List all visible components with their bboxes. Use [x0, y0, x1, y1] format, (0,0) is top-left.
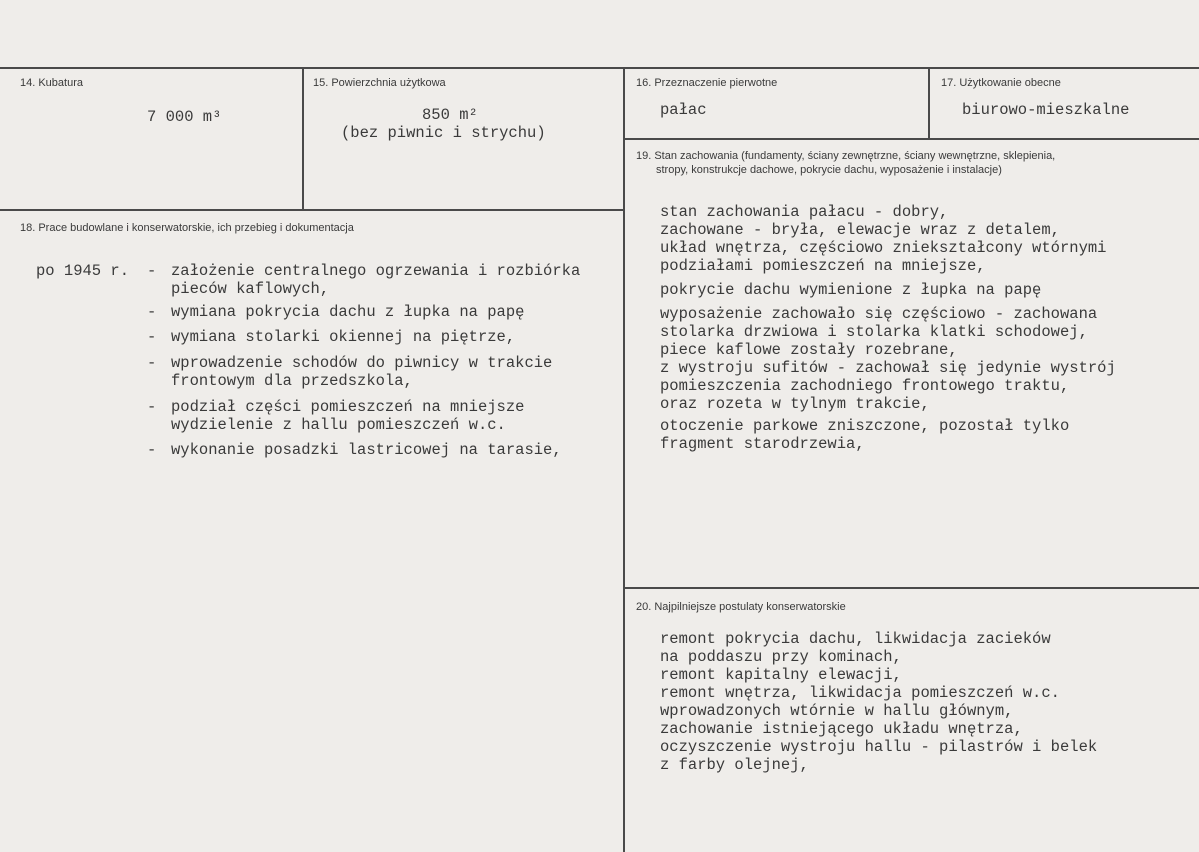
- powierzchnia-label: 15. Powierzchnia użytkowa: [313, 77, 446, 89]
- text-line: oraz rozeta w tylnym trakcie,: [660, 395, 930, 413]
- stan-paragraph: [660, 305, 1116, 413]
- powierzchnia-note: (bez piwnic i strychu): [341, 124, 546, 142]
- top-border: [0, 67, 1199, 69]
- item-line: wykonanie posadzki lastricowej na tarasie,: [171, 441, 562, 459]
- text-line: piece kaflowe zostały rozebrane,: [660, 341, 958, 359]
- section20-top-border: [624, 587, 1199, 589]
- text-line: wprowadzonych wtórnie w hallu głównym,: [660, 702, 1014, 720]
- item-line: wprowadzenie schodów do piwnicy w trakcie: [171, 354, 553, 372]
- item-dash: -: [147, 441, 157, 459]
- text-line: otoczenie parkowe zniszczone, pozostał tylko: [660, 417, 1070, 435]
- text-line: fragment starodrzewia,: [660, 435, 865, 453]
- przeznaczenie-label: 16. Przeznaczenie pierwotne: [636, 77, 778, 89]
- item-line: podział części pomieszczeń na mniejsze: [171, 398, 525, 416]
- postulaty-label: 20. Najpilniejsze postulaty konserwatorskie: [636, 601, 846, 613]
- text-line: oczyszczenie wystroju hallu - pilastrów i belek: [660, 738, 1098, 756]
- stan-paragraph: [660, 417, 1069, 453]
- text-line: układ wnętrza, częściowo zniekształcony wtórnymi: [660, 239, 1107, 257]
- text-line: zachowanie istniejącego układu wnętrza,: [660, 720, 1023, 738]
- kubatura-label: 14. Kubatura: [20, 77, 83, 89]
- row1-bottom-right-border: [624, 138, 1199, 140]
- text-line: na poddaszu przy kominach,: [660, 648, 902, 666]
- uzytkowanie-label: 17. Użytkowanie obecne: [941, 77, 1061, 89]
- item-dash: -: [147, 328, 157, 346]
- item-line: wymiana stolarki okiennej na piętrze,: [171, 328, 516, 346]
- text-line: stan zachowania pałacu - dobry,: [660, 203, 949, 221]
- uzytkowanie-value: biurowo-mieszkalne: [962, 101, 1130, 119]
- text-line: pomieszczenia zachodniego frontowego traktu,: [660, 377, 1070, 395]
- text-line: pokrycie dachu wymienione z łupka na papę: [660, 281, 1042, 299]
- prace-date: po 1945 r.: [36, 262, 130, 280]
- stan-paragraph: [660, 281, 1041, 299]
- stan-zachowania-label-cont: stropy, konstrukcje dachowe, pokrycie dachu, wyposażenie i instalacje): [656, 164, 1002, 176]
- stan-zachowania-label: 19. Stan zachowania (fundamenty, ściany zewnętrzne, ściany wewnętrzne, sklepienia,: [636, 150, 1056, 162]
- text-line: remont wnętrza, likwidacja pomieszczeń w.c.: [660, 684, 1060, 702]
- col-divider-14-15: [302, 67, 304, 210]
- text-line: remont pokrycia dachu, likwidacja zacieków: [660, 630, 1051, 648]
- powierzchnia-value: 850 m²: [422, 106, 478, 124]
- item-line: pieców kaflowych,: [171, 280, 330, 298]
- prace-label: 18. Prace budowlane i konserwatorskie, ich przebieg i dokumentacja: [20, 222, 354, 234]
- item-dash: -: [147, 262, 157, 280]
- text-line: podziałami pomieszczeń na mniejsze,: [660, 257, 986, 275]
- item-dash: -: [147, 303, 157, 321]
- text-line: wyposażenie zachowało się częściowo - zachowana: [660, 305, 1098, 323]
- item-line: założenie centralnego ogrzewania i rozbiórka: [171, 262, 581, 280]
- text-line: remont kapitalny elewacji,: [660, 666, 902, 684]
- kubatura-value: 7 000 m³: [147, 108, 222, 126]
- text-line: z farby olejnej,: [660, 756, 809, 774]
- przeznaczenie-value: pałac: [660, 101, 707, 119]
- item-line: wydzielenie z hallu pomieszczeń w.c.: [171, 416, 506, 434]
- stan-paragraph: [660, 203, 1106, 275]
- text-line: stolarka drzwiowa i stolarka klatki schodowej,: [660, 323, 1088, 341]
- item-dash: -: [147, 398, 157, 416]
- text-line: z wystroju sufitów - zachował się jedynie wystrój: [660, 359, 1116, 377]
- item-dash: -: [147, 354, 157, 372]
- col-divider-left-right: [623, 67, 625, 852]
- postulaty-text: [660, 630, 1097, 774]
- item-line: wymiana pokrycia dachu z łupka na papę: [171, 303, 525, 321]
- col-divider-16-17: [928, 67, 930, 139]
- row1-bottom-left-border: [0, 209, 625, 211]
- text-line: zachowane - bryła, elewacje wraz z detalem,: [660, 221, 1060, 239]
- item-line: frontowym dla przedszkola,: [171, 372, 413, 390]
